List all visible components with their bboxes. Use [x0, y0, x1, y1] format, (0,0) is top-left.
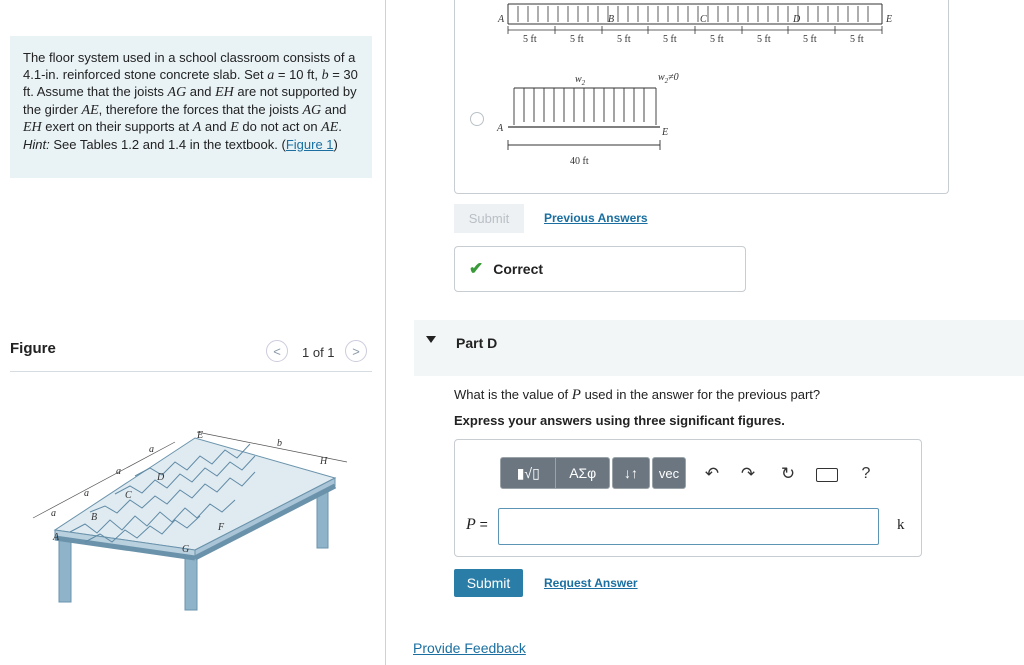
instruction-text: Express your answers using three significant figures. — [454, 413, 785, 428]
answer-radio[interactable] — [470, 112, 484, 126]
next-figure-button[interactable] — [345, 340, 367, 362]
question-text — [454, 387, 820, 404]
label-e-point: E — [197, 430, 204, 441]
hint-text: See Tables 1.2 and 1.4 in the textbook. ( — [49, 136, 286, 152]
beam-left-label: A — [497, 123, 504, 134]
spacing-label: 5 ft — [617, 34, 631, 45]
w2-nonzero-label: $w_2\ne 0$ — [658, 72, 679, 85]
submit-button-disabled: Submit — [454, 204, 524, 233]
problem-text: , therefore the forces that the joists — [98, 101, 303, 117]
label-a-dim: a — [84, 488, 89, 499]
correct-label: Correct — [493, 261, 544, 277]
collapse-triangle-icon[interactable] — [426, 336, 436, 343]
floor-system-figure — [25, 420, 365, 615]
load-diagram — [490, 0, 900, 175]
chevron-left-icon: < — [273, 343, 281, 359]
problem-text: exert on their supports at — [41, 119, 193, 134]
input-var: P — [466, 516, 476, 533]
input-label — [466, 516, 488, 534]
label-a-dim: a — [116, 466, 121, 477]
w2-label: $w_2$ — [575, 74, 586, 87]
joist-eh: EH — [215, 85, 234, 100]
point-e: E — [230, 120, 239, 135]
problem-text: The floor system used in a school classroom consists of a 4.1-in. reinforced stone concrete slab. Set — [23, 50, 356, 82]
value-a: = 10 ft, — [274, 66, 318, 82]
greek-symbols-button[interactable]: ΑΣφ — [569, 465, 597, 481]
label-b-dim: b — [277, 438, 282, 449]
beam-right-label: E — [662, 127, 669, 138]
part-title: Part D — [456, 335, 498, 351]
problem-text: . — [338, 119, 342, 134]
diagram-label-c: C — [700, 14, 707, 25]
joist-ag: AG — [302, 102, 322, 118]
math-toolbar-vec — [652, 457, 686, 489]
spacing-label: 5 ft — [757, 34, 771, 45]
math-toolbar-left — [500, 457, 610, 489]
spacing-label: 5 ft — [523, 34, 537, 45]
paren: ) — [333, 136, 338, 152]
problem-text: do not act on — [242, 119, 322, 134]
request-answer-link[interactable]: Request Answer — [544, 576, 638, 590]
correct-feedback — [454, 246, 746, 292]
spacing-label: 5 ft — [710, 34, 724, 45]
answer-input[interactable] — [498, 508, 879, 545]
question-var: P — [571, 387, 581, 403]
vector-button[interactable]: vec — [658, 465, 680, 481]
help-button[interactable]: ? — [861, 465, 871, 482]
reset-icon[interactable]: ↻ — [780, 464, 796, 483]
girder-ae: AE — [321, 120, 339, 135]
figure-pager: 1 of 1 — [302, 345, 335, 360]
undo-icon[interactable]: ↶ — [704, 464, 720, 483]
diagram-label-a: A — [498, 14, 505, 25]
diagram-label-d: D — [793, 14, 801, 25]
keyboard-icon[interactable] — [816, 468, 838, 482]
value-b: = 30 ft. Assume that the joists — [23, 66, 358, 99]
prev-figure-button[interactable] — [266, 340, 288, 362]
conj: and — [201, 119, 231, 134]
spacing-label: 5 ft — [850, 34, 864, 45]
figure-divider — [10, 371, 372, 372]
label-d-point: D — [157, 472, 165, 483]
problem-statement — [10, 36, 372, 178]
part-d-header[interactable] — [414, 320, 1024, 376]
chevron-right-icon: > — [352, 343, 360, 359]
question-post: used in the answer for the previous part? — [580, 387, 821, 402]
checkmark-icon: ✔ — [469, 259, 484, 278]
submit-button[interactable]: Submit — [454, 569, 523, 597]
pane-divider — [385, 0, 386, 665]
provide-feedback-link[interactable]: Provide Feedback — [413, 640, 526, 656]
arrows-button[interactable]: ↓↑ — [624, 465, 638, 481]
girder-ae: AE — [81, 102, 99, 118]
joist-eh: EH — [23, 120, 42, 135]
math-toolbar-arrows — [612, 457, 650, 489]
templates-button[interactable]: ▮√▯ — [501, 458, 556, 488]
diagram-label-e: E — [886, 14, 893, 25]
input-eq: = — [475, 516, 488, 532]
diagram-label-b: B — [608, 14, 615, 25]
length-label: 40 ft — [570, 156, 589, 167]
label-b-point: B — [91, 512, 98, 523]
question-pre: What is the value of — [454, 387, 572, 402]
label-a-dim: a — [51, 508, 56, 519]
label-h-point: H — [320, 456, 328, 467]
label-g-point: G — [182, 544, 190, 555]
label-c-point: C — [125, 490, 132, 501]
joist-ag: AG — [167, 85, 187, 100]
conj: and — [186, 84, 216, 99]
var-a: a — [267, 67, 275, 83]
figure-link[interactable]: Figure 1 — [285, 136, 334, 152]
label-f-point: F — [218, 522, 225, 533]
point-a: A — [192, 120, 202, 135]
var-b: b — [321, 67, 329, 83]
problem-text: are not supported by the girder — [23, 84, 357, 117]
redo-icon[interactable]: ↷ — [740, 464, 756, 483]
spacing-label: 5 ft — [663, 34, 677, 45]
previous-answers-link[interactable]: Previous Answers — [544, 211, 648, 225]
spacing-label: 5 ft — [570, 34, 584, 45]
label-a-point: A — [53, 532, 60, 543]
label-a-dim: a — [149, 444, 154, 455]
spacing-label: 5 ft — [803, 34, 817, 45]
distributed-load — [508, 88, 660, 150]
unit-label: k — [897, 517, 905, 533]
hint-label: Hint: — [23, 136, 50, 152]
conj: and — [321, 101, 347, 117]
figure-title: Figure — [10, 340, 56, 357]
load-arrows — [518, 6, 868, 22]
